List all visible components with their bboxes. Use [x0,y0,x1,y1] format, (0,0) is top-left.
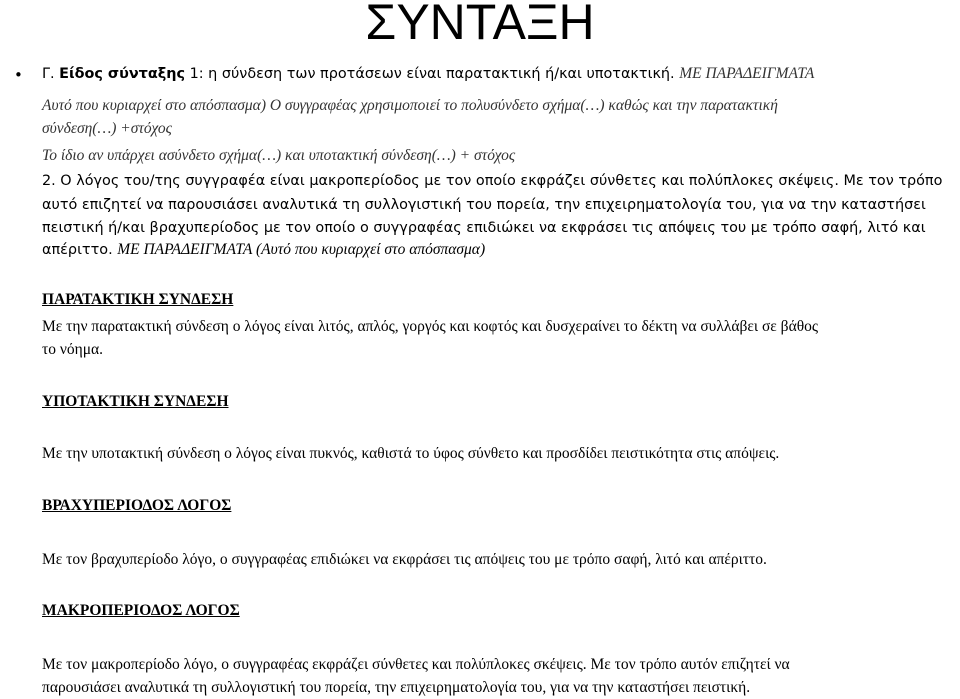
point2-line-1: 2. Ο λόγος του/της συγγραφέα είναι μακροπερίοδος με τον οποίο εκφράζει σύνθετες και πολύπλοκες σκέψεις. Με τον τρόπο [42,173,943,189]
long-period-heading: ΜΑΚΡΟΠΕΡΙΟΔΟΣ ΛΟΓΟΣ [42,602,240,619]
paratactic-line-2: το νόημα. [42,341,104,358]
point2-end: απέριττο. [42,242,118,258]
paratactic-line-1: Με την παρατακτική σύνδεση ο λόγος είναι λιτός, απλός, γοργός και κοφτός και δυσχεραίνει το δέκτη να συλλάβει σε βάθος [42,318,819,335]
bullet-icon: • [14,66,23,84]
intro-line-4: Το ίδιο αν υπάρχει ασύνδετο σχήμα(…) και υποτακτική σύνδεση(…) + στόχος [42,147,516,164]
paratactic-heading: ΠΑΡΑΤΑΚΤΙΚΗ ΣΥΝΔΕΣΗ [42,291,234,308]
point2-line-2: αυτό επιζητεί να παρουσιάσει αναλυτικά τη συλλογιστική του πορεία, την επιχειρηματολογία του, για να την καταστήσει [42,197,926,213]
subordinate-heading: ΥΠΟΤΑΚΤΙΚΗ ΣΥΝΔΕΣΗ [42,393,229,410]
long-period-line-2: παρουσιάσει αναλυτικά τη συλλογιστική του πορεία, την επιχειρηματολογία του, για να την καταστήσει πειστική. [42,679,751,696]
subordinate-line-1: Με την υποτακτική σύνδεση ο λόγος είναι πυκνός, καθιστά το ύφος σύνθετο και προσδίδει πειστικότητα στις απόψεις. [42,445,780,462]
point2-line-4 [42,240,485,260]
short-period-heading: ΒΡΑΧΥΠΕΡΙΟΔΟΣ ΛΟΓΟΣ [42,497,232,514]
long-period-line-1: Με τον μακροπερίοδο λόγο, ο συγγραφέας εκφράζει σύνθετες και πολύπλοκες σκέψεις. Με τον τρόπο αυτόν επιζητεί να [42,656,790,673]
intro-examples: ΜΕ ΠΑΡΑΔΕΙΓΜΑΤΑ [679,65,815,82]
point2-examples: ΜΕ ΠΑΡΑΔΕΙΓΜΑΤΑ (Αυτό που κυριαρχεί στο απόσπασμα) [117,241,486,258]
slide-title: ΣΥΝΤΑΞΗ [365,0,595,50]
intro-line-2: Αυτό που κυριαρχεί στο απόσπασμα) Ο συγγραφέας χρησιμοποιεί το πολυσύνδετο σχήμα(…) καθώς και την παρατακτική [42,97,778,114]
point2-line-3: πειστική ή/και βραχυπερίοδος με τον οποίο ο συγγραφέας επιδιώκει να εκφράσει τις απόψεις του με τρόπο σαφή, λιτό και [42,220,926,236]
intro-bold: Είδος σύνταξης [59,66,185,82]
intro-line-1 [42,64,814,84]
intro-rest: 1: η σύνδεση των προτάσεων είναι παρατακτική ή/και υποτακτική. [185,66,680,82]
intro-prefix: Γ. [42,66,60,82]
short-period-line-1: Με τον βραχυπερίοδο λόγο, ο συγγραφέας επιδιώκει να εκφράσει τις απόψεις του με τρόπο σαφή, λιτό και απέριττο. [42,551,767,568]
intro-line-3: σύνδεση(…) +στόχος [42,120,172,137]
